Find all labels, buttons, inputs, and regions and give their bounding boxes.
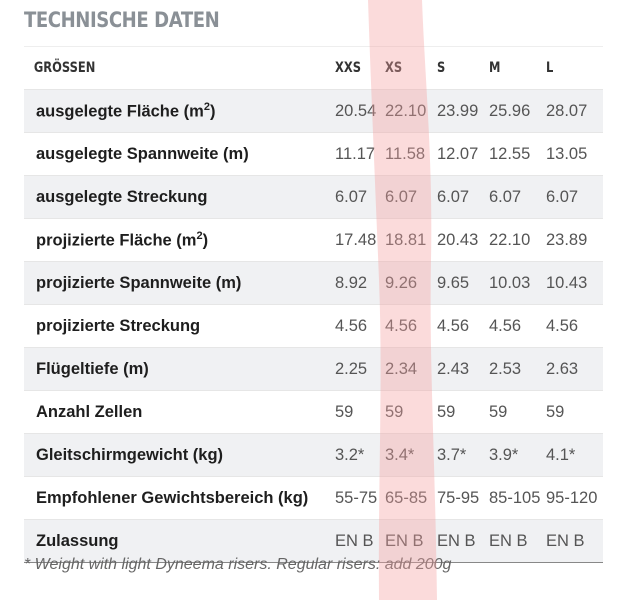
value-cell-s: 2.43 bbox=[437, 359, 470, 378]
value-cell-s: 59 bbox=[437, 402, 456, 421]
value-cell-l: 6.07 bbox=[546, 187, 579, 206]
row-label: ausgelegte Fläche $(m^2)$ bbox=[36, 100, 216, 121]
value-cell-xxs: 59 bbox=[335, 402, 354, 421]
row-label: projizierte Fläche $(m^2)$ bbox=[36, 229, 209, 250]
table-row bbox=[24, 476, 603, 519]
value-cell-xs: 9.26 bbox=[385, 273, 418, 292]
value-cell-xxs: 3.2* bbox=[335, 445, 365, 464]
value-cell-m: 6.07 bbox=[489, 187, 522, 206]
value-cell-l: 4.56 bbox=[546, 316, 579, 335]
value-cell-m: 12.55 bbox=[489, 144, 531, 163]
table-row bbox=[24, 132, 603, 175]
value-cell-l: EN B bbox=[546, 531, 585, 550]
row-label: ausgelegte Streckung bbox=[36, 187, 208, 206]
row-label: Anzahl Zellen bbox=[36, 402, 143, 421]
value-cell-m: 22.10 bbox=[489, 230, 531, 249]
table-row bbox=[24, 218, 603, 261]
size-header-l: L bbox=[546, 60, 554, 76]
value-cell-xxs: 17.48 bbox=[335, 230, 377, 249]
value-cell-xs: 4.56 bbox=[385, 316, 418, 335]
row-label: Flügeltiefe (m) bbox=[36, 359, 149, 378]
table-row bbox=[24, 347, 603, 390]
size-header-m: M bbox=[489, 60, 501, 76]
value-cell-xs: EN B bbox=[385, 531, 424, 550]
value-cell-l: 23.89 bbox=[546, 230, 588, 249]
value-cell-xs: 6.07 bbox=[385, 187, 418, 206]
value-cell-m: 2.53 bbox=[489, 359, 522, 378]
footnote: * Weight with light Dyneema risers. Regular risers: add 200g bbox=[24, 556, 452, 573]
value-cell-xs: 59 bbox=[385, 402, 404, 421]
value-cell-s: 12.07 bbox=[437, 144, 479, 163]
value-cell-xs: 18.81 bbox=[385, 230, 427, 249]
value-cell-xxs: 6.07 bbox=[335, 187, 368, 206]
value-cell-l: 10.43 bbox=[546, 273, 588, 292]
value-cell-s: 3.7* bbox=[437, 445, 467, 464]
size-header-xxs: XXS bbox=[335, 60, 361, 76]
value-cell-l: 4.1* bbox=[546, 445, 576, 464]
value-cell-s: 4.56 bbox=[437, 316, 470, 335]
value-cell-xs: 22.10 bbox=[385, 101, 427, 120]
header-label: GRÖSSEN bbox=[33, 60, 96, 76]
value-cell-m: 25.96 bbox=[489, 101, 531, 120]
value-cell-xxs: 55-75 bbox=[335, 488, 378, 507]
size-header-s: S bbox=[437, 60, 446, 76]
table-row bbox=[24, 261, 603, 304]
value-cell-m: 4.56 bbox=[489, 316, 522, 335]
size-header-xs: XS bbox=[385, 60, 403, 76]
value-cell-s: 75-95 bbox=[437, 488, 480, 507]
value-cell-xs: 65-85 bbox=[385, 488, 428, 507]
value-cell-l: 95-120 bbox=[546, 488, 598, 507]
value-cell-xxs: 4.56 bbox=[335, 316, 368, 335]
value-cell-xxs: 8.92 bbox=[335, 273, 368, 292]
table-row bbox=[24, 89, 603, 132]
table-row bbox=[24, 433, 603, 476]
row-label: Zulassung bbox=[36, 531, 119, 550]
value-cell-m: 59 bbox=[489, 402, 508, 421]
value-cell-l: 13.05 bbox=[546, 144, 588, 163]
table-header-row bbox=[24, 46, 603, 89]
section-title: TECHNISCHE DATEN bbox=[24, 8, 220, 32]
value-cell-m: 3.9* bbox=[489, 445, 519, 464]
specs-table bbox=[24, 46, 603, 563]
value-cell-s: 6.07 bbox=[437, 187, 470, 206]
value-cell-s: 9.65 bbox=[437, 273, 470, 292]
value-cell-xxs: 2.25 bbox=[335, 359, 368, 378]
value-cell-m: EN B bbox=[489, 531, 528, 550]
value-cell-xs: 3.4* bbox=[385, 445, 415, 464]
row-label: ausgelegte Spannweite (m) bbox=[36, 144, 249, 163]
row-label: projizierte Spannweite (m) bbox=[36, 273, 242, 292]
value-cell-m: 85-105 bbox=[489, 488, 541, 507]
value-cell-s: EN B bbox=[437, 531, 476, 550]
table-row bbox=[24, 390, 603, 433]
row-label: Gleitschirmgewicht (kg) bbox=[36, 445, 224, 464]
value-cell-l: 59 bbox=[546, 402, 565, 421]
value-cell-l: 28.07 bbox=[546, 101, 588, 120]
row-label: Empfohlener Gewichtsbereich (kg) bbox=[36, 488, 309, 507]
value-cell-l: 2.63 bbox=[546, 359, 579, 378]
value-cell-xxs: 20.54 bbox=[335, 101, 377, 120]
table-row bbox=[24, 175, 603, 218]
value-cell-xs: 11.58 bbox=[385, 144, 426, 163]
value-cell-s: 23.99 bbox=[437, 101, 479, 120]
row-label: projizierte Streckung bbox=[36, 316, 201, 335]
value-cell-s: 20.43 bbox=[437, 230, 479, 249]
value-cell-xxs: EN B bbox=[335, 531, 374, 550]
value-cell-xxs: 11.17 bbox=[335, 144, 376, 163]
value-cell-m: 10.03 bbox=[489, 273, 531, 292]
table-row bbox=[24, 304, 603, 347]
value-cell-xs: 2.34 bbox=[385, 359, 418, 378]
